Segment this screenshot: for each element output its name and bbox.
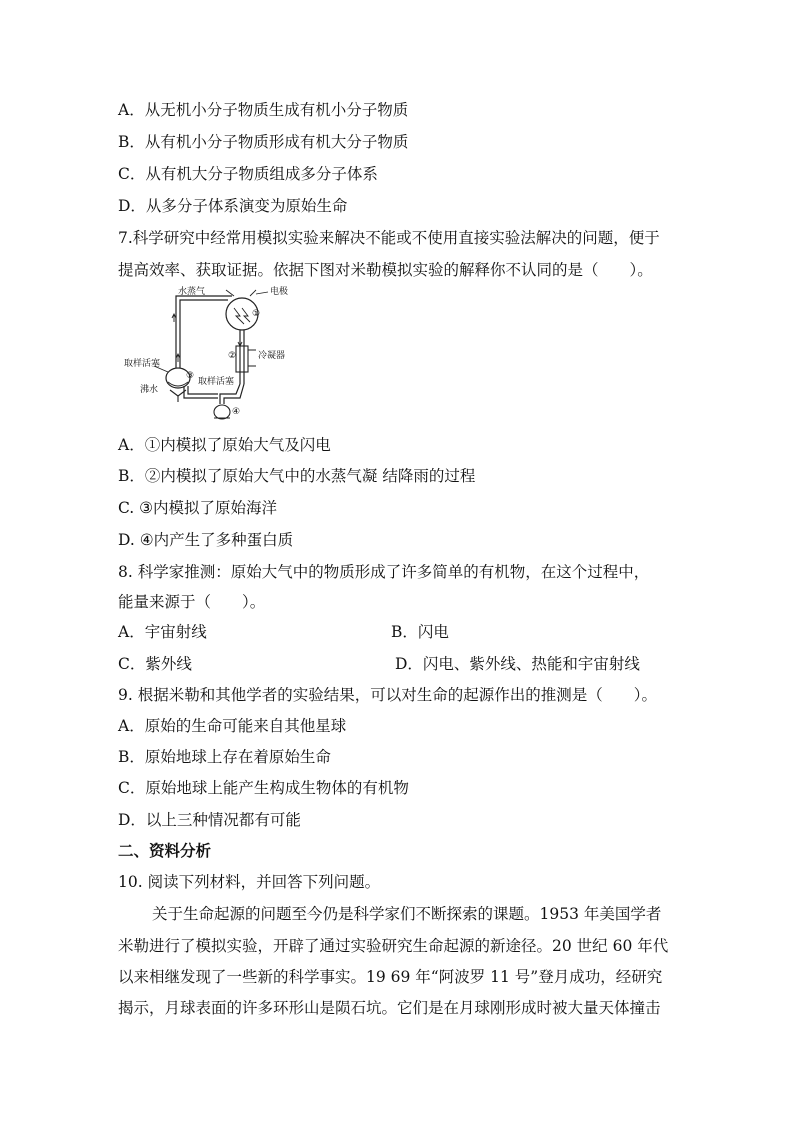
label-vapor: 水蒸气	[178, 287, 206, 297]
q7-option-d: D. ④内产生了多种蛋白质	[118, 531, 294, 549]
label-sampling-valve-left: 取样活塞	[124, 359, 161, 369]
q8-option-b: B．闪电	[391, 623, 449, 641]
q10-paragraph-line4: 揭示，月球表面的许多环形山是陨石坑。它们是在月球刚形成时被大量天体撞击	[118, 999, 661, 1017]
collection-flask-4	[214, 405, 230, 419]
q7-option-c: C. ③内模拟了原始海洋	[118, 499, 278, 517]
vapor-tube	[176, 296, 232, 330]
q10-paragraph-line2: 米勒进行了模拟实验，开辟了通过实验研究生命起源的新途径。20 世纪 60 年代	[118, 937, 669, 955]
label-condenser: 冷凝器	[258, 351, 286, 361]
q8-option-c: C．紫外线	[118, 655, 192, 673]
q10-paragraph-line1: 关于生命起源的问题至今仍是科学家们不断探索的课题。1953 年美国学者	[152, 905, 662, 923]
label-boiling-water: 沸水	[140, 385, 159, 395]
q10-paragraph-line3: 以来相继发现了一些新的科学事实。19 69 年“阿波罗 11 号”登月成功，经研究	[118, 968, 663, 986]
label-mark2: ②	[228, 351, 237, 361]
label-mark4: ④	[232, 407, 241, 417]
q9-option-d: D．以上三种情况都有可能	[118, 811, 301, 829]
q8-options-row1	[118, 622, 678, 642]
q7-option-a: A．①内模拟了原始大气及闪电	[118, 436, 331, 454]
q8-option-d: D．闪电、紫外线、热能和宇宙射线	[395, 655, 640, 673]
section-heading: 二、资料分析	[118, 842, 212, 860]
q8-option-a: A．宇宙射线	[118, 623, 207, 641]
q9-option-b: B．原始地球上存在着原始生命	[118, 748, 331, 766]
q7-stem-line1: 7.科学研究中经常用模拟实验来解决不能或不使用直接实验法解决的问题，便于	[118, 229, 660, 247]
q6-option-c: C．从有机大分子物质组成多分子体系	[118, 165, 378, 183]
q9-stem: 9. 根据米勒和其他学者的实验结果，可以对生命的起源作出的推测是（ ）。	[118, 686, 657, 704]
q9-option-c: C．原始地球上能产生构成生物体的有机物	[118, 779, 409, 797]
q7-option-b: B．②内模拟了原始大气中的水蒸气凝 结降雨的过程	[118, 467, 476, 485]
q6-option-b: B．从有机小分子物质形成有机大分子物质	[118, 133, 409, 151]
up-arrow	[176, 354, 180, 362]
q6-option-a: A．从无机小分子物质生成有机小分子物质	[118, 101, 409, 119]
q7-stem-line2: 提高效率、获取证据。依据下图对米勒模拟实验的解释你不认同的是（ ）。	[118, 261, 653, 279]
miller-experiment-diagram	[124, 286, 314, 426]
q6-option-d: D．从多分子体系演变为原始生命	[118, 197, 348, 215]
condenser	[236, 346, 248, 372]
q8-options-row2	[118, 654, 678, 674]
q8-stem-line1: 8. 科学家推测：原始大气中的物质形成了许多简单的有机物，在这个过程中，	[118, 563, 650, 581]
q9-option-a: A．原始的生命可能来自其他星球	[118, 717, 347, 735]
q10-stem: 10. 阅读下列材料，并回答下列问题。	[118, 873, 381, 891]
label-mark1: ①	[252, 309, 261, 319]
lightning-spark	[234, 308, 244, 324]
q8-stem-line2: 能量来源于（ ）。	[118, 593, 266, 611]
label-sampling-valve-bottom: 取样活塞	[198, 377, 235, 387]
vapor-tube-inner	[180, 300, 228, 330]
label-mark3: ③	[186, 371, 195, 381]
label-electrode: 电极	[270, 287, 289, 297]
